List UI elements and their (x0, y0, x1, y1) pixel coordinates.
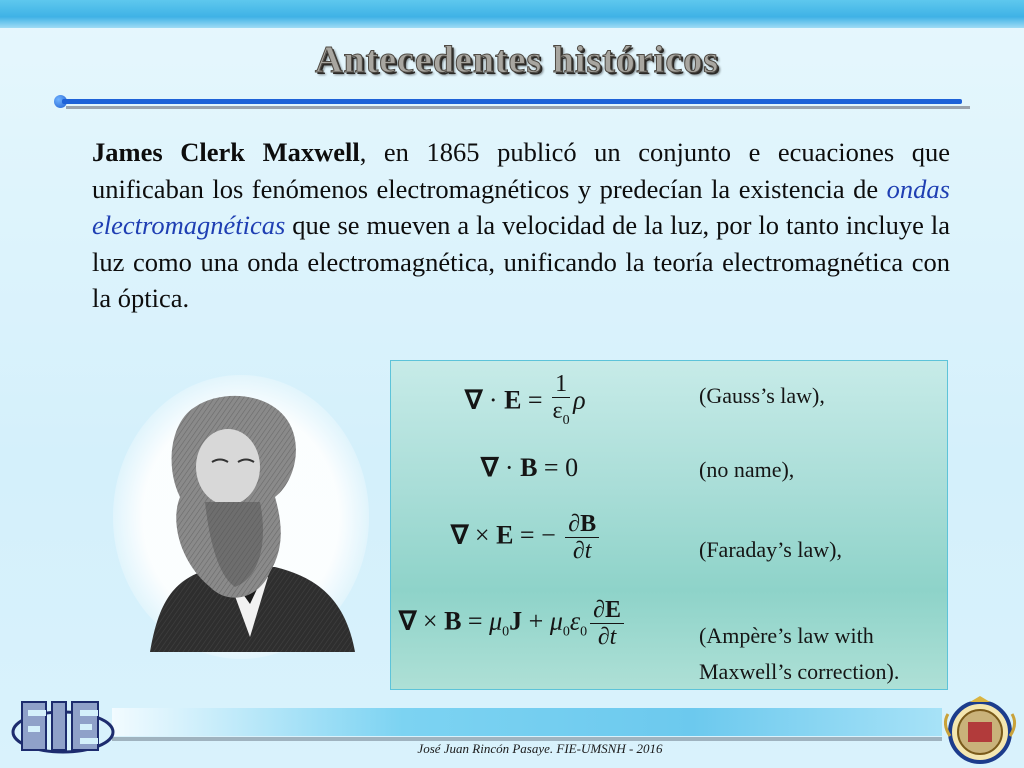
body-paragraph (92, 134, 950, 317)
ampere-law-label: (Ampère’s law with (699, 623, 874, 648)
footer-credit: José Juan Rincón Pasaye. FIE-UMSNH - 2016 (417, 741, 663, 756)
ampere-equation: ∇ × $B = \mu_0J + \mu_0\varepsilon_0$ $\frac{\partial E}{\partial t}$ (399, 597, 627, 650)
title-rule (62, 99, 962, 104)
no-name-label: (no name), (699, 457, 795, 482)
paragraph-emphasis: ondas electromagnéticas (92, 173, 950, 240)
footer-bar (112, 708, 942, 736)
faraday-equation: ∇ × E = − $\frac{\partial B}{\partial t}$ (451, 511, 602, 564)
no-name-equation: ∇ · B = 0 (481, 453, 579, 482)
maxwell-correction-label: Maxwell’s correction). (699, 659, 900, 684)
title-rule-shadow (66, 106, 970, 109)
paragraph-part-2: que se mueven a la velocidad de la luz, por lo tanto incluye la luz como una onda electromagnética, unificando la teoría electromagnética con la óptica. (92, 210, 950, 313)
maxwell-name: James Clerk Maxwell (92, 137, 360, 167)
faraday-law-label: (Faraday’s law), (699, 537, 842, 562)
gauss-equation: ∇ · E = $\frac{1}{\varepsilon_0}$ ρ (465, 371, 586, 428)
top-accent-bar (0, 0, 1024, 28)
maxwell-portrait-image (110, 372, 372, 662)
university-crest (940, 694, 1020, 764)
gauss-law-label: (Gauss’s law), (699, 383, 825, 408)
paragraph-part-1: , en 1865 publicó un conjunto e ecuaciones que unificaban los fenómenos electromagnéticos y predecían la existencia de (92, 137, 950, 204)
slide-title: Antecedentes históricos (315, 39, 719, 81)
equations-panel (390, 360, 948, 690)
fie-logo (8, 694, 118, 758)
